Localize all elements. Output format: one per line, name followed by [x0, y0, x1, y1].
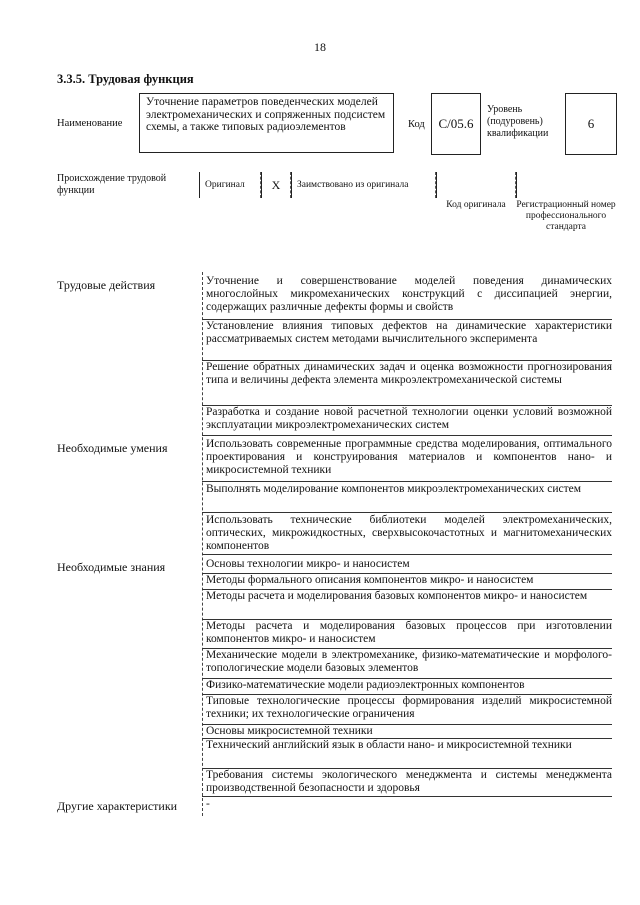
labor-actions-label: Трудовые действия [57, 278, 156, 292]
code-value: С/05.6 [431, 93, 481, 155]
list-item: Типовые технологические процессы формирования изделий микросистемной техники; их технологические ограничения [202, 695, 612, 725]
reg-number-label: Регистрационный номер профессионального стандарта [516, 200, 616, 232]
code-label: Код [408, 119, 425, 130]
skills-label: Необходимые умения [57, 441, 168, 455]
borrowed-label: Заимствовано из оригинала [297, 180, 409, 190]
list-item: Методы формального описания компонентов микро- и наносистем [202, 574, 612, 590]
reg-number-cell [516, 172, 616, 198]
list-item: Основы технологии микро- и наносистем [202, 558, 612, 574]
original-label: Оригинал [205, 180, 245, 190]
borrowed-cell [291, 172, 436, 198]
list-item: Выполнять моделирование компонентов микроэлектромеханических систем [202, 483, 612, 513]
code-original-label: Код оригинала [446, 200, 506, 210]
function-name-box: Уточнение параметров поведенческих моделей электромеханических и сопряженных подсистем схемы, а также типовых радиоэлементов [139, 93, 394, 153]
list-item: Использовать технические библиотеки моделей электромеханических, оптических, микрожидкостных, сверхвысокочастотных и магнитомеханических компонентов [202, 514, 612, 555]
list-item: Решение обратных динамических задач и оценка возможности прогнозирования типа и величины дефекта элемента микроэлектромеханической системы [202, 361, 612, 406]
list-item: Методы расчета и моделирования базовых процессов при изготовлении компонентов микро- и наносистем [202, 620, 612, 649]
list-item: Методы расчета и моделирования базовых компонентов микро- и наносистем [202, 590, 612, 620]
list-item: Механические модели в электромеханике, физико-математические и морфолого-топологические модели базовых элементов [202, 649, 612, 679]
page-number: 18 [314, 40, 326, 54]
list-item: Уточнение и совершенствование моделей поведения динамических многослойных микромеханических конструкций с диссипацией энергии, содержащих различные дефекты формы и свойств [202, 275, 612, 320]
list-item: Разработка и создание новой расчетной технологии оценки условий возможной эксплуатации микроэлектромеханических систем [202, 406, 612, 436]
original-mark: X [261, 172, 291, 198]
list-item: Физико-математические модели радиоэлектронных компонентов [202, 679, 612, 695]
list-item: Основы микросистемной техники [202, 725, 612, 739]
other-characteristics-label: Другие характеристики [57, 799, 178, 813]
code-original-cell [436, 172, 516, 198]
origin-table [199, 172, 616, 198]
origin-label: Происхождение трудовой функции [57, 173, 167, 196]
list-item: - [206, 798, 210, 810]
section-title: 3.3.5. Трудовая функция [57, 72, 194, 86]
original-cell [199, 172, 261, 198]
name-label: Наименование [57, 118, 123, 129]
level-value: 6 [565, 93, 617, 155]
list-item: Технический английский язык в области нано- и микросистемной техники [202, 739, 612, 769]
list-item: Использовать современные программные средства моделирования, оптимального проектирования и конструирования материалов и компонентов нано- и микросистемной техники [202, 438, 612, 482]
list-item: Установление влияния типовых дефектов на динамические характеристики рассматриваемых систем методами вычислительного эксперимента [202, 320, 612, 361]
knowledge-label: Необходимые знания [57, 560, 166, 574]
level-label: Уровень (подуровень) квалификации [487, 104, 549, 139]
list-item: Требования системы экологического менеджмента и системы менеджмента производственной безопасности и здоровья [202, 769, 612, 797]
